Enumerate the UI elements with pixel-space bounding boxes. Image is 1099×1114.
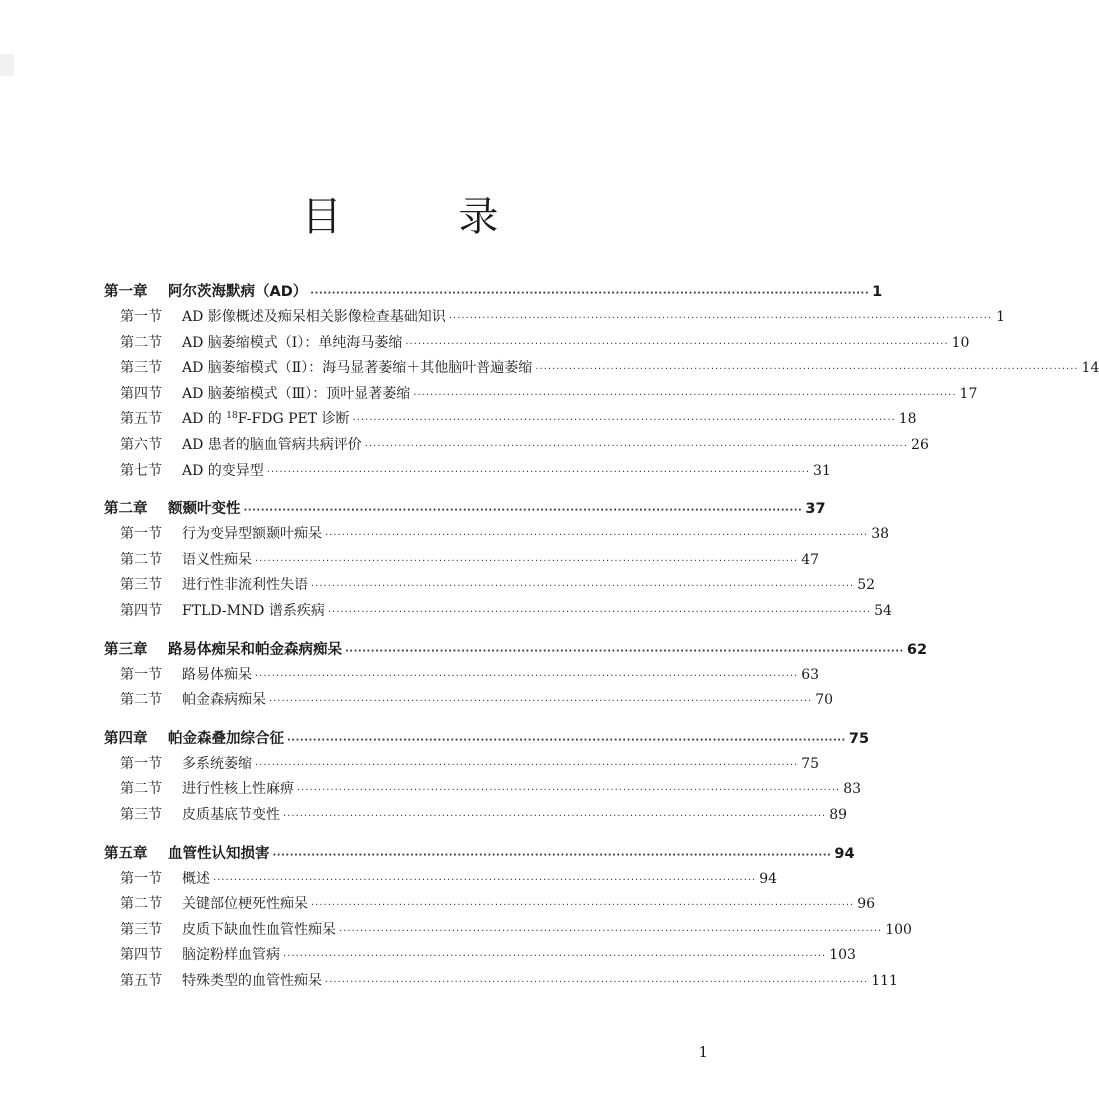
section-page: 94: [759, 870, 778, 887]
chapter-title: 路易体痴呆和帕金森病痴呆: [168, 641, 342, 658]
table-of-contents: [104, 280, 1099, 1007]
dot-leader: ··································································································································: [297, 785, 841, 797]
chapter-title: 血管性认知损害: [168, 845, 270, 862]
section-label: 第六节: [120, 436, 162, 453]
dot-leader: ··································································································································: [339, 925, 883, 937]
section-entry[interactable]: [104, 970, 898, 996]
section-title: AD 脑萎缩模式（Ⅱ）：海马显著萎缩＋其他脑叶普遍萎缩: [182, 360, 533, 377]
section-title: 特殊类型的血管性痴呆: [182, 972, 322, 989]
section-label: 第一节: [120, 755, 162, 772]
section-entry[interactable]: [104, 778, 862, 804]
chapter-heading[interactable]: [104, 842, 855, 868]
section-label: 第三节: [120, 806, 162, 823]
section-title: AD 脑萎缩模式（Ⅲ）：顶叶显著萎缩: [182, 385, 411, 402]
section-page: 17: [959, 385, 978, 402]
chapter-heading[interactable]: [104, 638, 928, 664]
section-page: 1: [996, 309, 1006, 325]
section-entry[interactable]: [104, 434, 929, 460]
isotope-superscript: 18: [226, 411, 238, 422]
section-title: AD 患者的脑血管病共病评价: [182, 436, 362, 453]
chapter-title: 帕金森叠加综合征: [168, 730, 284, 747]
section-title-prefix: AD 的: [182, 411, 227, 428]
section-page: 75: [801, 755, 820, 772]
dot-leader: ··································································································································: [327, 606, 872, 618]
section-entry[interactable]: [104, 383, 978, 409]
dot-leader: ··································································································································: [325, 976, 869, 988]
chapter-heading[interactable]: [104, 497, 826, 523]
section-page: 83: [843, 781, 862, 798]
section-label: 第一节: [120, 309, 162, 325]
section-entry[interactable]: [104, 753, 820, 779]
section-label: 第一节: [120, 526, 162, 543]
section-page: 54: [874, 602, 892, 619]
page-title: 目 录: [301, 193, 551, 240]
section-title: 多系统萎缩: [182, 755, 252, 772]
section-entry[interactable]: [104, 408, 917, 434]
section-page: 10: [951, 334, 970, 351]
section-title: FTLD-MND 谱系疾病: [182, 602, 325, 619]
dot-leader: ··································································································································: [255, 759, 799, 771]
section-page: 26: [911, 436, 929, 453]
chapter-page: 62: [906, 641, 928, 658]
section-entry[interactable]: [104, 357, 1099, 383]
section-label: 第三节: [120, 921, 162, 938]
section-page: 47: [801, 551, 820, 568]
section-entry[interactable]: [104, 549, 820, 575]
dot-leader: ··································································································································: [287, 734, 846, 746]
section-title: 关键部位梗死性痴呆: [182, 896, 308, 913]
section-label: 第五节: [120, 972, 162, 989]
section-entry[interactable]: [104, 664, 820, 690]
section-label: 第二节: [120, 334, 162, 351]
dot-leader: ··································································································································: [243, 505, 803, 517]
section-title: [182, 408, 350, 428]
section-title: 行为变异型额颞叶痴呆: [182, 526, 322, 543]
section-label: 第五节: [120, 411, 162, 428]
dot-leader: ··································································································································: [269, 696, 813, 708]
dot-leader: ··································································································································: [413, 389, 957, 401]
chapter-page: 94: [834, 845, 855, 862]
dot-leader: ··································································································································: [213, 874, 757, 886]
section-label: 第一节: [120, 666, 162, 683]
section-title: 进行性非流利性失语: [182, 577, 308, 594]
section-label: 第七节: [120, 462, 162, 479]
section-title: 概述: [182, 870, 210, 887]
dot-leader: ··································································································································: [352, 415, 896, 427]
section-page: 111: [871, 972, 898, 989]
dot-leader: ··································································································································: [311, 900, 855, 912]
chapter-1: [104, 280, 1099, 485]
section-label: 第四节: [120, 602, 162, 619]
section-entry[interactable]: [104, 574, 876, 600]
section-entry[interactable]: [104, 523, 890, 549]
dot-leader: ··································································································································: [405, 338, 949, 350]
section-page: 52: [857, 577, 876, 594]
dot-leader: ··································································································································: [283, 810, 827, 822]
chapter-3: [104, 638, 928, 715]
section-label: 第一节: [120, 870, 162, 887]
section-title: 帕金森病痴呆: [182, 692, 266, 709]
chapter-5: [104, 842, 912, 996]
chapter-page: 75: [848, 730, 870, 747]
dot-leader: ··································································································································: [535, 364, 1079, 376]
chapter-label: 第一章: [104, 284, 148, 300]
section-page: 18: [898, 411, 917, 428]
section-title: AD 脑萎缩模式（Ⅰ）：单纯海马萎缩: [182, 334, 403, 351]
dot-leader: ··································································································································: [345, 645, 904, 657]
section-label: 第二节: [120, 551, 162, 568]
chapter-label: 第四章: [104, 730, 148, 747]
section-title: AD 的变异型: [182, 462, 264, 479]
section-entry[interactable]: [104, 689, 834, 715]
chapter-page: 37: [805, 501, 826, 518]
section-entry[interactable]: [104, 460, 831, 486]
chapter-heading[interactable]: [104, 727, 870, 753]
chapter-heading[interactable]: [104, 280, 883, 306]
section-entry[interactable]: [104, 306, 1006, 332]
section-label: 第二节: [120, 692, 162, 709]
section-label: 第二节: [120, 781, 162, 798]
section-entry[interactable]: [104, 893, 876, 919]
section-entry[interactable]: [104, 804, 848, 830]
section-entry[interactable]: [104, 944, 856, 970]
section-title: 路易体痴呆: [182, 666, 252, 683]
section-page: 38: [871, 526, 890, 543]
dot-leader: ··································································································································: [255, 555, 799, 567]
section-page: 31: [813, 462, 831, 479]
section-title-suffix: F-FDG PET 诊断: [237, 411, 350, 428]
section-page: 103: [829, 947, 856, 964]
chapter-title: 阿尔茨海默病（AD）: [168, 284, 308, 300]
dot-leader: ··································································································································: [448, 313, 993, 324]
section-entry[interactable]: [104, 919, 912, 945]
section-title: 皮质基底节变性: [182, 806, 280, 823]
dot-leader: ··································································································································: [364, 440, 909, 452]
chapter-label: 第五章: [104, 845, 148, 862]
section-page: 14: [1081, 360, 1099, 377]
section-label: 第三节: [120, 360, 162, 377]
section-page: 89: [829, 806, 848, 823]
section-label: 第四节: [120, 385, 162, 402]
section-page: 63: [801, 666, 820, 683]
dot-leader: ··································································································································: [283, 951, 827, 963]
section-title: 皮质下缺血性血管性痴呆: [182, 921, 336, 938]
dot-leader: ··································································································································: [255, 670, 799, 682]
section-title: 语义性痴呆: [182, 551, 252, 568]
chapter-label: 第二章: [104, 501, 148, 518]
dot-leader: ··································································································································: [266, 466, 811, 478]
section-entry[interactable]: [104, 868, 778, 894]
chapter-page: 1: [872, 284, 883, 300]
chapter-title: 额颞叶变性: [168, 501, 241, 518]
section-label: 第四节: [120, 947, 162, 964]
scan-edge-mark: [0, 54, 14, 76]
chapter-label: 第三章: [104, 641, 148, 658]
chapter-4: [104, 727, 870, 830]
section-label: 第三节: [120, 577, 162, 594]
section-title: AD 影像概述及痴呆相关影像检查基础知识: [182, 309, 446, 325]
section-page: 100: [885, 921, 912, 938]
section-label: 第二节: [120, 896, 162, 913]
section-title: 进行性核上性麻痹: [182, 781, 294, 798]
page-number: 1: [698, 1043, 708, 1061]
dot-leader: ··································································································································: [325, 530, 869, 542]
section-title: 脑淀粉样血管病: [182, 947, 280, 964]
section-page: 70: [815, 692, 834, 709]
chapter-2: [104, 497, 892, 625]
dot-leader: ··································································································································: [310, 288, 870, 299]
section-entry[interactable]: [104, 600, 892, 626]
section-page: 96: [857, 896, 876, 913]
dot-leader: ··································································································································: [272, 849, 832, 861]
section-entry[interactable]: [104, 332, 970, 358]
dot-leader: ··································································································································: [311, 581, 855, 593]
